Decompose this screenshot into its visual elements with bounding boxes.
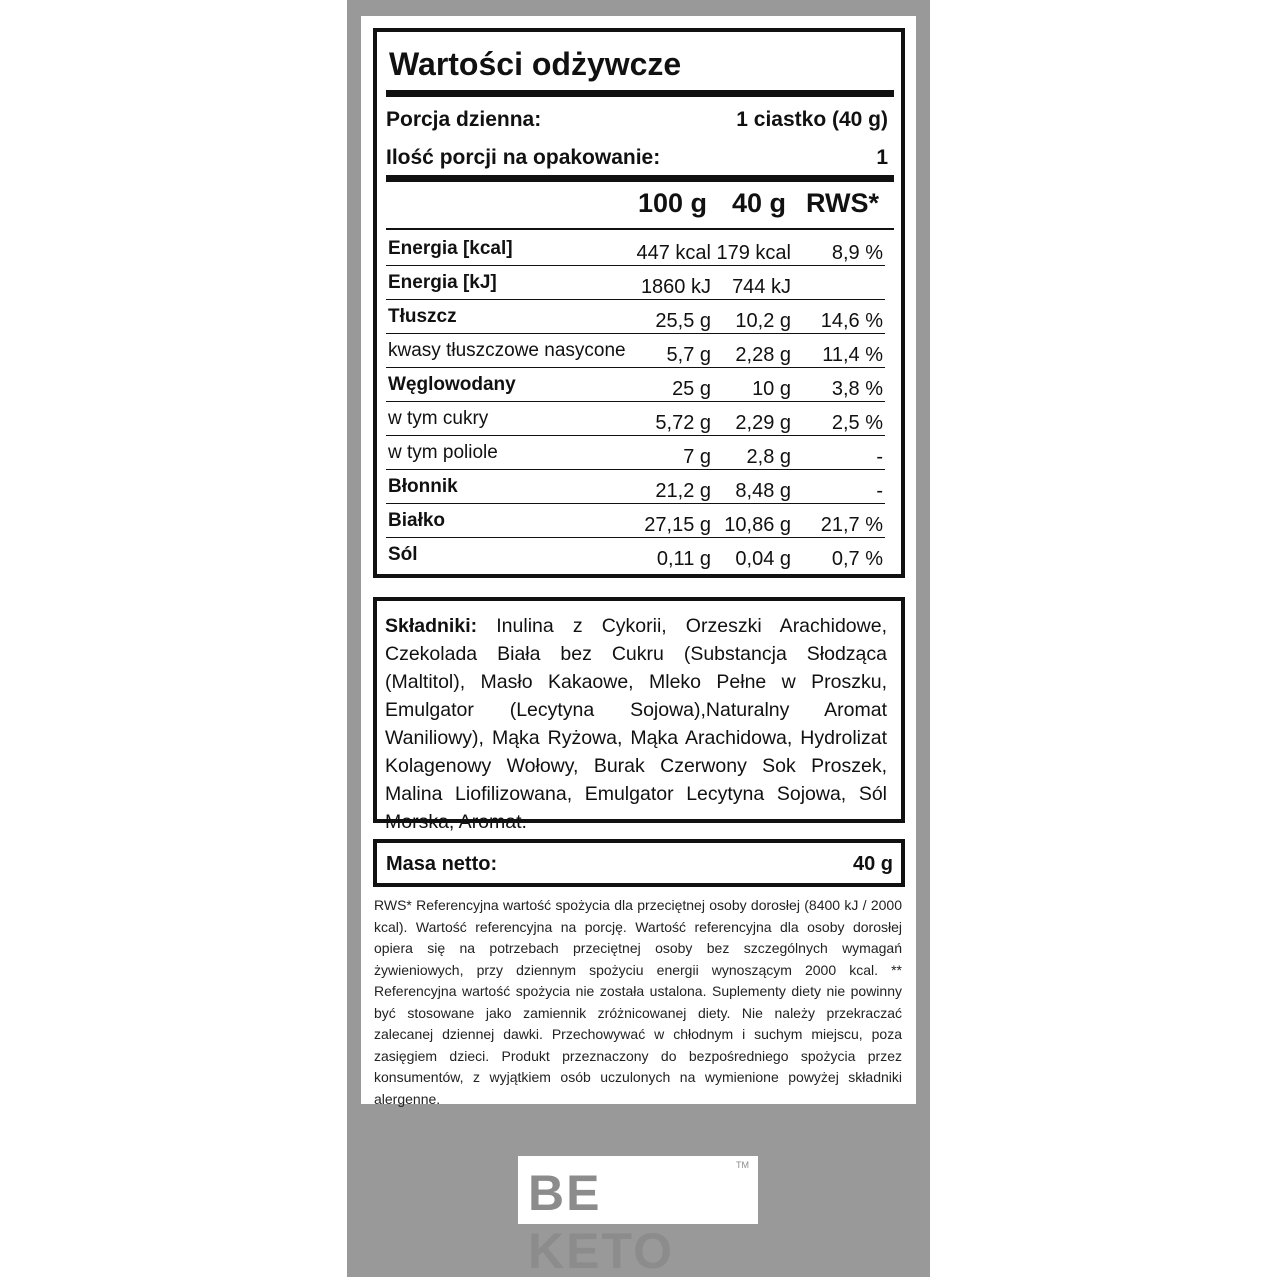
net-mass-value: 40 g [852, 853, 893, 875]
nutrient-row [386, 436, 894, 470]
value-rws: 0,7 % [831, 548, 883, 570]
divider-thick [386, 90, 894, 97]
nutrient-name: Węglowodany [388, 374, 516, 395]
net-mass-box [373, 839, 905, 887]
value-rws: - [876, 480, 883, 502]
nutrient-row [386, 470, 894, 504]
value-per-40g: 744 kJ [732, 276, 791, 298]
value-per-40g: 2,29 g [735, 412, 791, 434]
value-rws: 2,5 % [831, 412, 883, 434]
ingredients-list: Inulina z Cykorii, Orzeszki Arachidowe, Czekolada Biała bez Cukru (Substancja Słodząca (Maltitol), Masło Kakaowe, Mleko Pełne w Proszku, Emulgator (Lecytyna Sojowa),Naturalny Aromat Waniliowy), Mąka Ryżowa, Mąka Arachidowa, Hydrolizat Kolagenowy Wołowy, Burak Czerwony Sok Proszek, Malina Liofilizowana, Emulgator Lecytyna Sojowa, Sól Morska, Aromat. [385, 615, 887, 833]
nutrient-name: Błonnik [388, 476, 458, 497]
value-per-40g: 179 kcal [716, 242, 791, 264]
header-rws: RWS* [806, 188, 880, 218]
header-40g: 40 g [732, 188, 787, 218]
value-per-100g: 25 g [672, 378, 711, 400]
nutrient-row [386, 266, 894, 300]
value-rws: 21,7 % [820, 514, 883, 536]
nutrient-name: Białko [388, 510, 446, 531]
nutrient-name: Sól [388, 544, 418, 565]
nutrient-name: Tłuszcz [388, 306, 457, 327]
nutrient-row [386, 334, 894, 368]
servings-value: 1 [876, 146, 888, 169]
value-per-40g: 8,48 g [735, 480, 791, 502]
nutrient-row [386, 368, 894, 402]
nutrient-row [386, 402, 894, 436]
nutrient-name: w tym cukry [388, 408, 489, 429]
ingredients-text [385, 612, 887, 836]
nutrient-name: kwasy tłuszczowe nasycone [388, 340, 626, 361]
value-rws: 3,8 % [831, 378, 883, 400]
nutrition-facts-box [373, 28, 905, 578]
value-rws: 14,6 % [820, 310, 883, 332]
header-100g: 100 g [638, 188, 708, 218]
nutrient-row [386, 504, 894, 538]
nutrient-row [386, 232, 894, 266]
value-rws: 8,9 % [831, 242, 883, 264]
value-per-40g: 0,04 g [735, 548, 791, 570]
brand-logo [518, 1156, 758, 1279]
value-per-100g: 5,72 g [655, 412, 711, 434]
ingredients-label: Składniki: [385, 615, 478, 637]
nutrient-name: Energia [kcal] [388, 238, 513, 259]
value-per-100g: 5,7 g [666, 344, 711, 366]
value-per-40g: 10 g [752, 378, 791, 400]
header-divider [386, 228, 894, 230]
servings-per-pack-row [386, 146, 894, 170]
nutrient-row [386, 538, 894, 572]
serving-row [386, 108, 894, 132]
nutrient-name: w tym poliole [388, 442, 498, 463]
value-per-40g: 10,86 g [724, 514, 791, 536]
logo-text: BE KETO [528, 1165, 674, 1279]
serving-label: Porcja dzienna: [386, 108, 542, 131]
value-per-40g: 2,28 g [735, 344, 791, 366]
nutrition-title: Wartości odżywcze [389, 46, 682, 82]
value-per-100g: 25,5 g [655, 310, 711, 332]
nutrient-row [386, 300, 894, 334]
serving-value: 1 ciastko (40 g) [736, 108, 888, 131]
value-per-100g: 1860 kJ [640, 276, 711, 298]
logo-trademark: TM [736, 1160, 749, 1170]
servings-label: Ilość porcji na opakowanie: [386, 146, 661, 169]
value-per-100g: 0,11 g [656, 548, 711, 570]
value-per-40g: 10,2 g [735, 310, 791, 332]
value-per-100g: 21,2 g [655, 480, 711, 502]
net-mass-label: Masa netto: [386, 853, 498, 875]
nutrient-name: Energia [kJ] [388, 272, 497, 293]
value-rws: 11,4 % [822, 344, 883, 366]
footnote-text: RWS* Referencyjna wartość spożycia dla przeciętnej osoby dorosłej (8400 kJ / 2000 kcal). Wartość referencyjna na porcję. Wartość referencyjna dla osoby dorosłej opiera się na potrzebach przeciętnej osoby bez szczególnych wymagań żywieniowych, przy dziennym spożyciu energii wynoszącym 2000 kcal. ** Referencyjna wartość spożycia nie została ustalona. Suplementy diety nie powinny być stosowane jako zamiennik zróżnicowanej diety. Nie należy przekraczać zalecanej dziennej dawki. Przechowywać w chłodnym i suchym miejscu, poza zasięgiem dzieci. Produkt przeznaczony do bezpośredniego spożycia przez konsumentów, z wyjątkiem osób uczulonych na wymienione powyżej składniki alergenne. [374, 897, 902, 1107]
divider-thick [386, 175, 894, 182]
value-per-40g: 2,8 g [746, 446, 791, 468]
ingredients-box [373, 597, 905, 833]
value-per-100g: 27,15 g [644, 514, 711, 536]
value-rws: - [876, 446, 883, 468]
value-per-100g: 447 kcal [636, 242, 711, 264]
value-per-100g: 7 g [683, 446, 711, 468]
